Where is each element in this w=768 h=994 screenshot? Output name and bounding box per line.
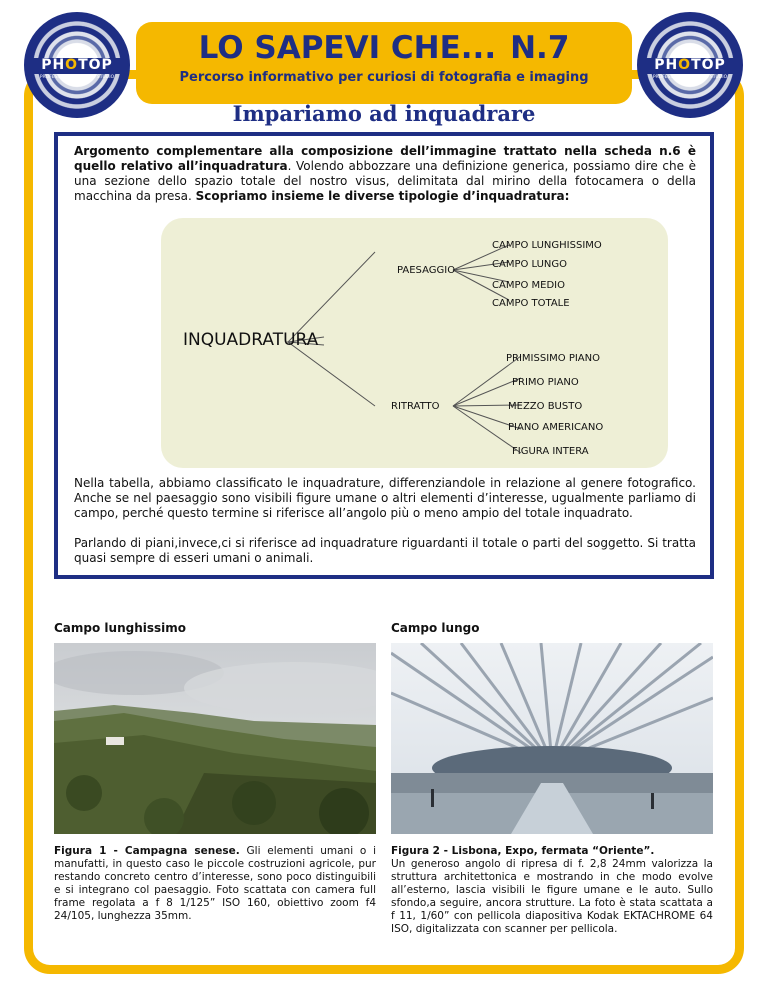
- farm-building: [106, 737, 124, 745]
- intro-paragraph: [74, 144, 696, 204]
- page-title: [136, 30, 632, 66]
- issue-number: N.7: [510, 30, 570, 66]
- diagram-item-primissimo-piano: PRIMISSIMO PIANO: [506, 353, 600, 364]
- person-figure: [431, 789, 434, 807]
- diagram-item-campo-medio: CAMPO MEDIO: [492, 280, 565, 291]
- figure-2-caption: [391, 845, 713, 936]
- photo-lisbona-oriente: [391, 643, 713, 834]
- paragraph-piani: Parlando di piani,invece,ci si riferisce ad inquadrature riguardanti il totale o parti del soggetto. Si tratta quasi sempre di esseri umani o animali.: [74, 536, 696, 565]
- diagram-root-label: INQUADRATURA: [183, 330, 319, 350]
- header-subtitle: Percorso informativo per curiosi di fotografia e imaging: [179, 70, 589, 85]
- figure-2-caption-title: Figura 2 - Lisbona, Expo, fermata “Oriente”.: [391, 845, 655, 857]
- diagram-item-figura-intera: FIGURA INTERA: [512, 446, 589, 457]
- logo-text-o: O: [678, 57, 692, 73]
- header-banner: [136, 22, 632, 104]
- diagram-item-campo-lungo: CAMPO LUNGO: [492, 259, 568, 270]
- figure-2-label: Campo lungo: [391, 621, 480, 635]
- figure-1-caption-text: Gli elementi umani o i manufatti, in questo caso le piccole costruzioni agricole, pur restando concreto centro d’interesse, sono poco distinguibili e si integrano col paesaggio. Foto scattata con camera full frame regolata a f 8 1/125” ISO 160, obiettivo zoom f4 24/105, lunghezza 35mm.: [54, 845, 376, 922]
- person-figure: [651, 793, 654, 809]
- diagram-item-primo-piano: PRIMO PIANO: [512, 377, 579, 388]
- section-title: Impariamo ad inquadrare: [232, 101, 536, 126]
- logo-tagline: PROFESSIONAL IMAGING STUDIO: [39, 75, 115, 80]
- figure-1-caption-title: Figura 1 - Campagna senese.: [54, 845, 240, 857]
- figure-1-caption: [54, 845, 376, 923]
- diagram-item-campo-totale: CAMPO TOTALE: [492, 298, 570, 309]
- logo-tagline: PROFESSIONAL IMAGING STUDIO: [652, 75, 728, 80]
- intro-bold-end: Scopriamo insieme le diverse tipologie d’inquadratura:: [195, 189, 570, 203]
- photo-campagna-senese: [54, 643, 376, 834]
- diagram-item-piano-americano: PIANO AMERICANO: [508, 422, 604, 433]
- intro-bold-start: Argomento complementare alla composizione dell’immagine trattato nella scheda n.6 è quello relativo all’inquadratura: [74, 144, 696, 173]
- logo-text-o: O: [65, 57, 79, 73]
- logo-text-top: TOP: [78, 57, 113, 73]
- connector-root-paesaggio: [288, 252, 375, 342]
- diagram-item-mezzo-busto: MEZZO BUSTO: [508, 401, 583, 412]
- logo-text-ph: PH: [654, 57, 679, 73]
- framing-types-diagram: [161, 218, 668, 468]
- logo-text-ph: PH: [41, 57, 66, 73]
- diagram-paesaggio-label: PAESAGGIO: [397, 265, 456, 276]
- title-text: LO SAPEVI CHE...: [198, 30, 497, 66]
- figure-2-caption-text: Un generoso angolo di ripresa di f. 2,8 24mm valorizza la struttura architettonica e mostrando in che modo evolve all’esterno, lascia visibili le figure umane e le auto. Sullo sfondo,a seguire, ancora strutture. La foto è stata scattata a f 11, 1/60” con pellicola diapositiva Kodak EKTACHROME 64 ISO, digitalizzata con scanner per pellicola.: [391, 858, 713, 935]
- paragraph-classification: Nella tabella, abbiamo classificato le inquadrature, differenziandole in relazione al genere fotografico. Anche se nel paesaggio sono visibili figure umane o altri elementi d’interesse, ugualmente parliamo di campo, perché questo termine si riferisce all’angolo più o meno ampio del totale inquadrato.: [74, 476, 696, 520]
- intro-text: . Volendo abbozzare una definizione generica, possiamo dire che è una sezione dello spazio totale del nostro visus, delimitata dal mirino della fotocamera o della macchina da presa.: [74, 159, 696, 203]
- logo-text-top: TOP: [691, 57, 726, 73]
- figure-1-label: Campo lunghissimo: [54, 621, 187, 635]
- logo-band: [30, 58, 124, 74]
- intro-box: [54, 132, 714, 579]
- logo-band: [643, 58, 737, 74]
- diagram-item-campo-lunghissimo: CAMPO LUNGHISSIMO: [492, 240, 602, 251]
- connector-root-ritratto: [288, 342, 375, 406]
- diagram-ritratto-label: RITRATTO: [391, 401, 440, 412]
